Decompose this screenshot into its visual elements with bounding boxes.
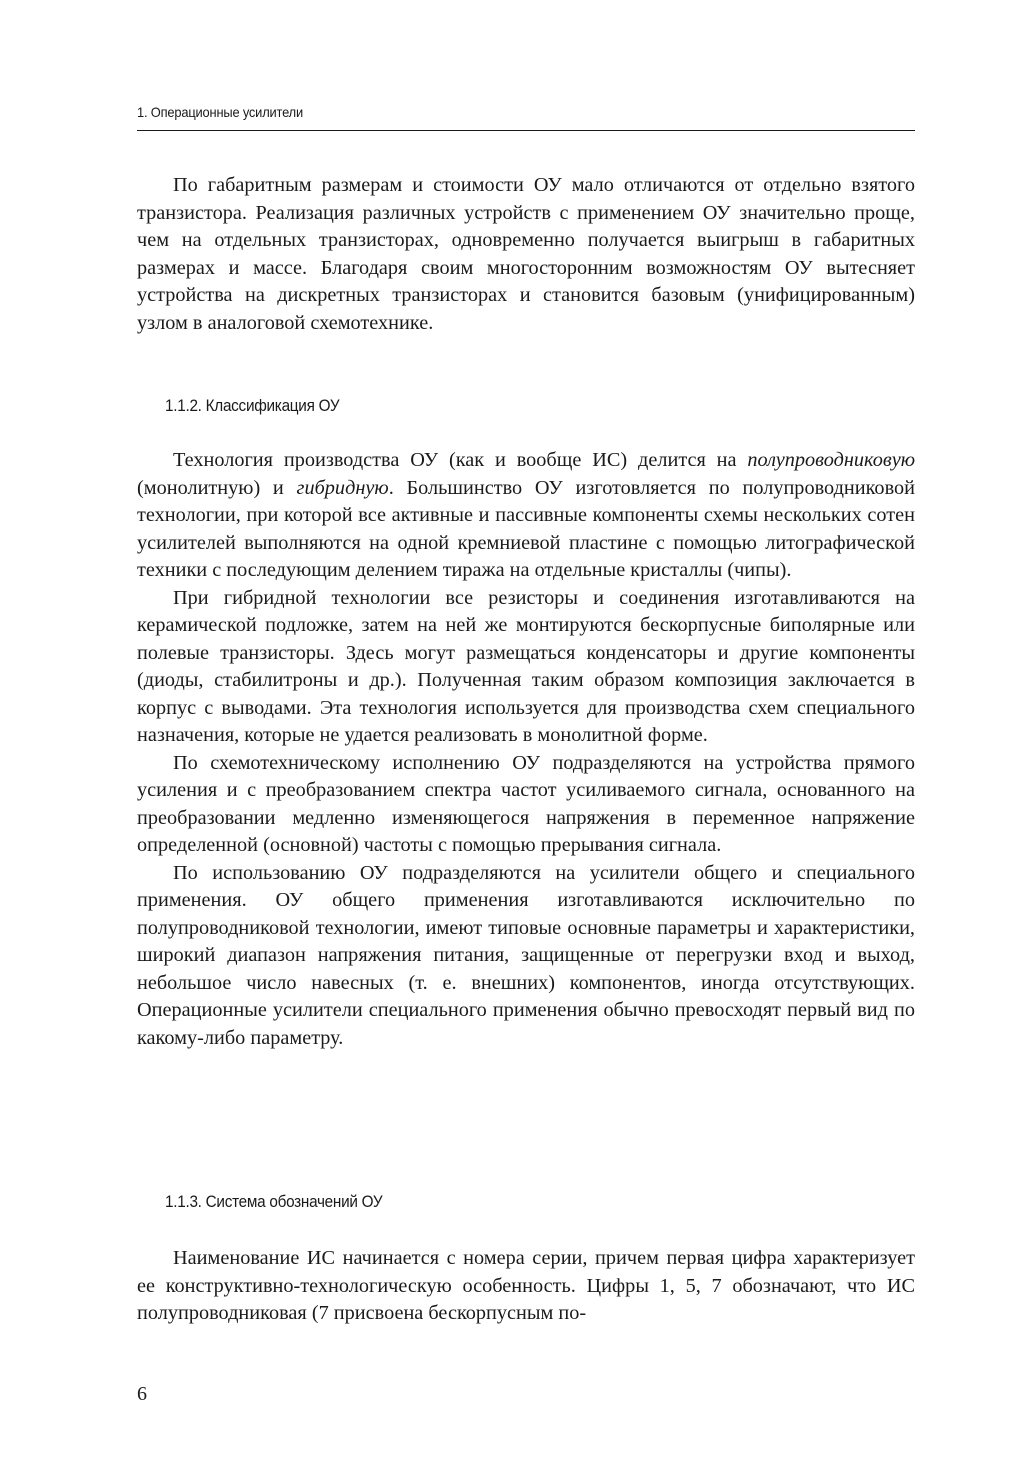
classification-paragraph-3: По схемотехническому исполнению ОУ подразделяются на устройства прямого усиления и с преобразованием спектра частот усиливаемого сигнала, основанного на преобразовании медленно изменяющегося напряжения в переменное напряжение определенной (основной) частоты с помощью прерывания сигнала.: [137, 751, 915, 856]
section-heading-classification: 1.1.2. Классификация ОУ: [165, 396, 340, 415]
italic-term-semiconductor: полупроводниковую: [747, 449, 915, 471]
classification-paragraph-4: По использованию ОУ подразделяются на усилители общего и специального применения. ОУ общего применения изготавливаются исключительно по полупроводниковой технологии, имеют типовые основные параметры и характеристики, широкий диапазон напряжения питания, защищенные от перегрузки вход и выход, небольшое число навесных (т. е. внешних) компонентов, иногда отсутствующих. Операционные усилители специального применения обычно превосходят первый вид по какому-либо параметру.: [137, 861, 915, 1049]
designation-paragraph-1: Наименование ИС начинается с номера серии, причем первая цифра характеризует ее конструктивно-технологическую особенность. Цифры 1, 5, 7 обозначают, что ИС полупроводниковая (7 присвоена бескорпусным по-: [137, 1247, 915, 1324]
running-head-title: 1. Операционные усилители: [137, 104, 304, 120]
designation-text-block: [137, 1245, 915, 1328]
book-page: [137, 0, 915, 1477]
page-number: 6: [137, 1383, 147, 1405]
italic-term-hybrid: гибридную: [296, 476, 389, 499]
text-run: . Большинство ОУ изготовляется по полупроводниковой технологии, при которой все активные и пассивные компоненты схемы нескольких сотен усилителей выполняются на одной кремниевой пластине с помощью литографической техники с последующим делением тиража на отдельные кристаллы (чипы).: [137, 476, 916, 581]
intro-text-block: [137, 172, 915, 337]
classification-paragraph-1: [137, 447, 915, 585]
section-heading-designation-system: 1.1.3. Система обозначений ОУ: [165, 1192, 383, 1211]
text-run: Технология производства ОУ (как и вообще ИС) делится на: [173, 449, 748, 471]
text-run: (монолитную) и: [137, 476, 297, 499]
intro-paragraph: По габаритным размерам и стоимости ОУ мало отличаются от отдельно взятого транзистора. Реализация различных устройств с применением ОУ значительно проще, чем на отдельных транзисторах, одновременно получается выигрыш в габаритных размерах и массе. Благодаря своим многосторонним возможностям ОУ вытесняет устройства на дискретных транзисторах и становится базовым (унифицированным) узлом в аналоговой схемотехнике.: [137, 174, 915, 334]
classification-paragraph-2: При гибридной технологии все резисторы и соединения изготавливаются на керамической подложке, затем на ней же монтируются бескорпусные биполярные или полевые транзисторы. Здесь могут размещаться конденсаторы и другие компоненты (диоды, стабилитроны и др.). Полученная таким образом композиция заключается в корпус с выводами. Эта технология используется для производства схем специального назначения, которые не удается реализовать в монолитной форме.: [137, 586, 915, 746]
classification-text-block: [137, 447, 915, 1052]
header-rule: [137, 130, 915, 131]
